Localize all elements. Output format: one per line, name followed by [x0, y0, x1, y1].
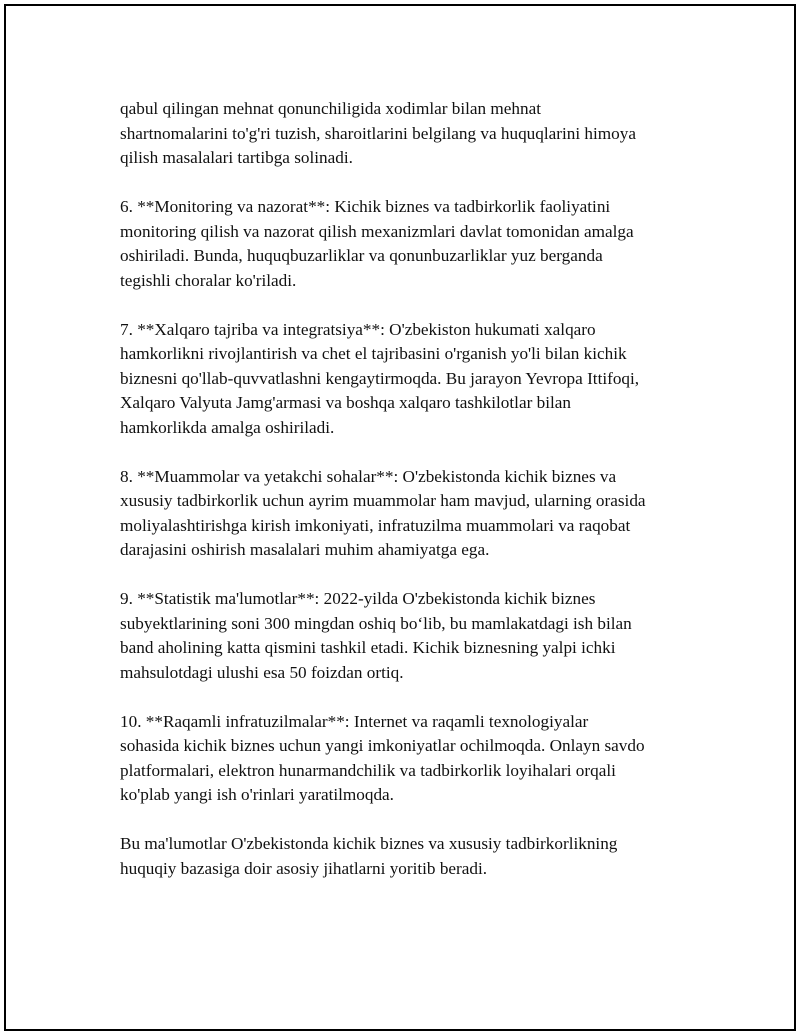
- document-body: [120, 97, 710, 906]
- paragraph-digital-infrastructure: 10. **Raqamli infratuzilmalar**: Internet va raqamli texnologiyalar sohasida kichik biznes uchun yangi imkoniyatlar ochilmoqda. Onlayn savdo platformalari, elektron hunarmandchilik va tadbirkorlik loyihalari orqali ko'plab yangi ish o'rinlari yaratilmoqda.: [120, 711, 645, 804]
- paragraph-labor-law-continuation: qabul qilingan mehnat qonunchiligida xodimlar bilan mehnat shartnomalarini to'g'ri tuzish, sharoitlarini belgilang va huquqlarini himoya qilish masalalari tartibga solinadi.: [120, 99, 636, 167]
- paragraph-conclusion: Bu ma'lumotlar O'zbekistonda kichik biznes va xususiy tadbirkorlikning huquqiy bazasiga doir asosiy jihatlarni yoritib beradi.: [120, 834, 618, 878]
- paragraph-monitoring: 6. **Monitoring va nazorat**: Kichik biznes va tadbirkorlik faoliyatini monitoring qilish va nazorat qilish mexanizmlari davlat tomonidan amalga oshiriladi. Bunda, huquqbuzarliklar va qonunbuzarliklar yuz berganda tegishli choralar ko'riladi.: [120, 197, 634, 290]
- document-page: [4, 4, 796, 1031]
- paragraph-statistics: 9. **Statistik ma'lumotlar**: 2022-yilda O'zbekistonda kichik biznes subyektlarining soni 300 mingdan oshiq bo‘lib, bu mamlakatdagi ish bilan band aholining katta qismini tashkil etadi. Kichik biznesning yalpi ichki mahsulotdagi ulushi esa 50 foizdan ortiq.: [120, 589, 632, 682]
- paragraph-problems: 8. **Muammolar va yetakchi sohalar**: O'zbekistonda kichik biznes va xususiy tadbirkorlik uchun ayrim muammolar ham mavjud, ularning orasida moliyalashtirishga kirish imkoniyati, infratuzilma muammolari va raqobat darajasini oshirish masalalari muhim ahamiyatga ega.: [120, 466, 646, 559]
- paragraph-international-experience: 7. **Xalqaro tajriba va integratsiya**: O'zbekiston hukumati xalqaro hamkorlikni rivojlantirish va chet el tajribasini o'rganish yo'li bilan kichik biznesni qo'llab-quvvatlashni kengaytirmoqda. Bu jarayon Yevropa Ittifoqi, Xalqaro Valyuta Jamg'armasi va boshqa xalqaro tashkilotlar bilan hamkorlikda amalga oshiriladi.: [120, 319, 640, 437]
